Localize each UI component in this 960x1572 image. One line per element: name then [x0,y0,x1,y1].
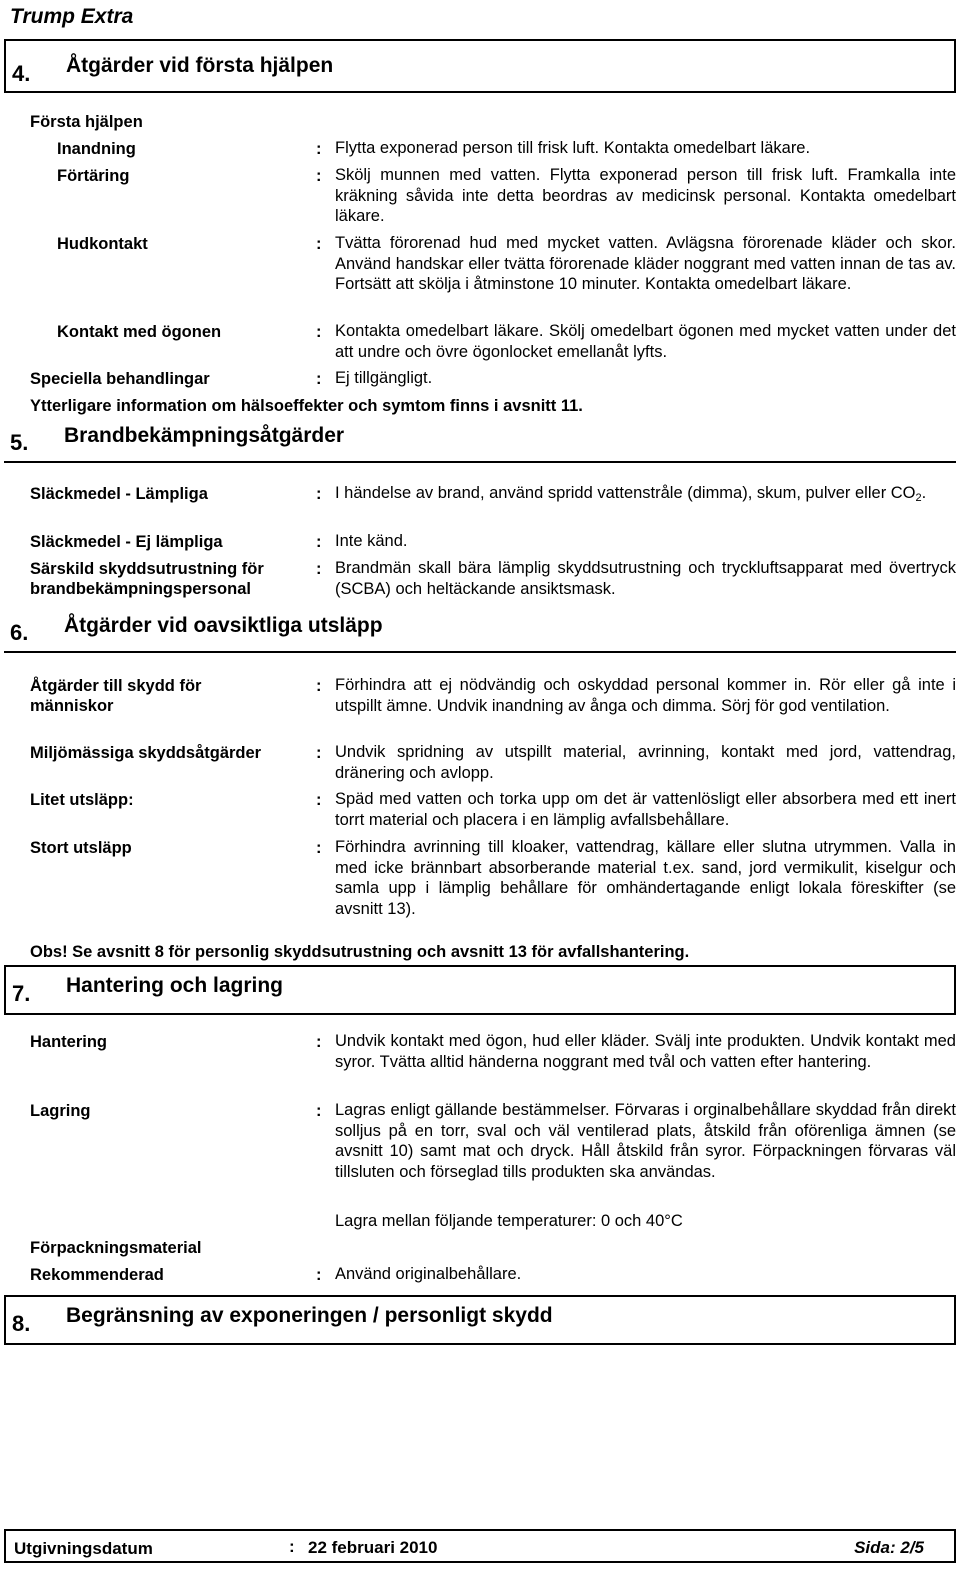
value-environmental-precautions: Undvik spridning av utspillt material, avrinning, kontakt med jord, vattendrag, dränering och avlopp. [335,743,956,782]
colon: : [289,1537,295,1556]
section-divider [4,651,956,653]
value-extinguishing-suitable: I händelse av brand, använd spridd vattenstråle (dimma), skum, pulver eller $CO_2$. [335,484,927,504]
storage-temperature: Lagra mellan följande temperaturer: 0 och 40°C [335,1212,683,1230]
value-inhalation: Flytta exponerad person till frisk luft. Kontakta omedelbart läkare. [335,139,811,157]
colon: : [316,485,322,503]
colon: : [316,677,322,695]
colon: : [316,1102,322,1120]
section-4-header [4,39,956,93]
label-ingestion: Förtäring [57,167,130,185]
value-eye-contact: Kontakta omedelbart läkare. Skölj omedelbart ögonen med mycket vatten under det att undre och övre ögonlocket emellanåt lyfts. [335,322,956,361]
issue-date-value: 22 februari 2010 [308,1538,438,1557]
colon: : [316,370,322,388]
label-large-spill: Stort utsläpp [30,839,132,857]
value-large-spill: Förhindra avrinning till kloaker, vattendrag, källare eller slutna utrymmen. Valla in med icke brännbart absorberande material t.ex. sand, jord vermikulit, kiselgur och samla upp i lämplig behållare för omhändertagande enligt lokala föreskifter (se avsnitt 13). [335,838,956,918]
section-6-title: Åtgärder vid oavsiktliga utsläpp [64,614,383,637]
colon: : [316,839,322,857]
section-7-title: Hantering och lagring [66,974,284,997]
value-storage: Lagras enligt gällande bestämmelser. Förvaras i orginalbehållare skyddad från direkt solljus på en torr, sval och väl ventilerad plats, åtskild från oförenliga ämnen (se avsnitt 10) samt mat och dryck. Håll åtskild från syror. Förpackningen förvaras väl tillsluten och förseglad tills produkten ska användas. [335,1101,956,1181]
colon: : [316,167,322,185]
colon: : [316,1033,322,1051]
label-skin-contact: Hudkontakt [57,235,148,253]
value-ingestion: Skölj munnen med vatten. Flytta exponerad person till frisk luft. Framkalla inte kräkning såvida inte detta beordras av medicinsk personal. Kontakta omedelbart läkare. [335,166,956,225]
label-storage: Lagring [30,1102,91,1120]
colon: : [316,744,322,762]
value-firefighter-equipment: Brandmän skall bära lämplig skyddsutrustning och tryckluftsapparat med övertryck (SCBA) och heltäckande ansiktsmask. [335,559,956,598]
section-7-header [4,965,956,1015]
section-8-title: Begränsning av exponeringen / personligt skydd [66,1304,553,1327]
product-title: Trump Extra [10,5,134,28]
packaging-material-heading: Förpackningsmaterial [30,1239,202,1257]
page-number: Sida: 2/5 [854,1538,924,1557]
section-6-number: 6. [10,620,29,645]
value-recommended: Använd originalbehållare. [335,1265,522,1283]
issue-date-label: Utgivningsdatum [14,1539,153,1558]
section-7-number: 7. [12,981,31,1006]
label-extinguishing-suitable: Släckmedel - Lämpliga [30,485,208,503]
colon: : [316,533,322,551]
section-6-header [4,614,956,648]
label-inhalation: Inandning [57,140,136,158]
ppe-disposal-note: Obs! Se avsnitt 8 för personlig skyddsutrustning och avsnitt 13 för avfallshantering. [30,943,690,961]
section-divider [4,461,956,463]
label-special-treatment: Speciella behandlingar [30,370,210,388]
section-5-header [4,424,956,458]
colon: : [316,323,322,341]
label-personal-precautions: Åtgärder till skydd för människor [30,677,202,715]
section-8-header [4,1295,956,1345]
value-personal-precautions: Förhindra att ej nödvändig och oskyddad personal kommer in. Rör eller gå inte i utspillt ämne. Undvik inandning av ånga och dimma. Sörj för god ventilation. [335,676,956,715]
colon: : [316,235,322,253]
footer [4,1529,956,1563]
section-5-number: 5. [10,430,29,455]
section-4-number: 4. [12,61,31,86]
section-5-title: Brandbekämpningsåtgärder [64,424,345,447]
colon: : [316,140,322,158]
label-firefighter-equipment: Särskild skyddsutrustning för brandbekämpningspersonal [30,560,264,598]
label-handling: Hantering [30,1033,108,1051]
value-extinguishing-unsuitable: Inte känd. [335,532,408,550]
label-recommended: Rekommenderad [30,1266,164,1284]
label-small-spill: Litet utsläpp: [30,791,134,809]
value-handling: Undvik kontakt med ögon, hud eller kläder. Svälj inte produkten. Undvik kontakt med syror. Tvätta alltid händerna noggrant med tvål och vatten efter hantering. [335,1032,956,1071]
colon: : [316,560,322,578]
value-small-spill: Späd med vatten och torka upp om det är vattenlösligt eller absorbera med ett inert torrt material och placera i en lämplig avfallsbehållare. [335,790,956,829]
section-8-number: 8. [12,1311,31,1336]
label-extinguishing-unsuitable: Släckmedel - Ej lämpliga [30,533,223,551]
label-eye-contact: Kontakt med ögonen [57,323,222,341]
value-skin-contact: Tvätta förorenad hud med mycket vatten. Avlägsna förorenade kläder och skor. Använd handskar eller tvätta förorenade kläder noggrant med vatten innan de tas av. Fortsätt att skölja i åtminstone 10 minuter. Kontakta omedelbart läkare. [335,234,956,293]
health-info-note: Ytterligare information om hälsoeffekter och symtom finns i avsnitt 11. [30,397,583,415]
section-4-title: Åtgärder vid första hjälpen [66,54,334,77]
colon: : [316,791,322,809]
first-aid-heading: Första hjälpen [30,113,143,131]
value-special-treatment: Ej tillgängligt. [335,369,433,387]
label-environmental-precautions: Miljömässiga skyddsåtgärder [30,744,262,762]
colon: : [316,1266,322,1284]
